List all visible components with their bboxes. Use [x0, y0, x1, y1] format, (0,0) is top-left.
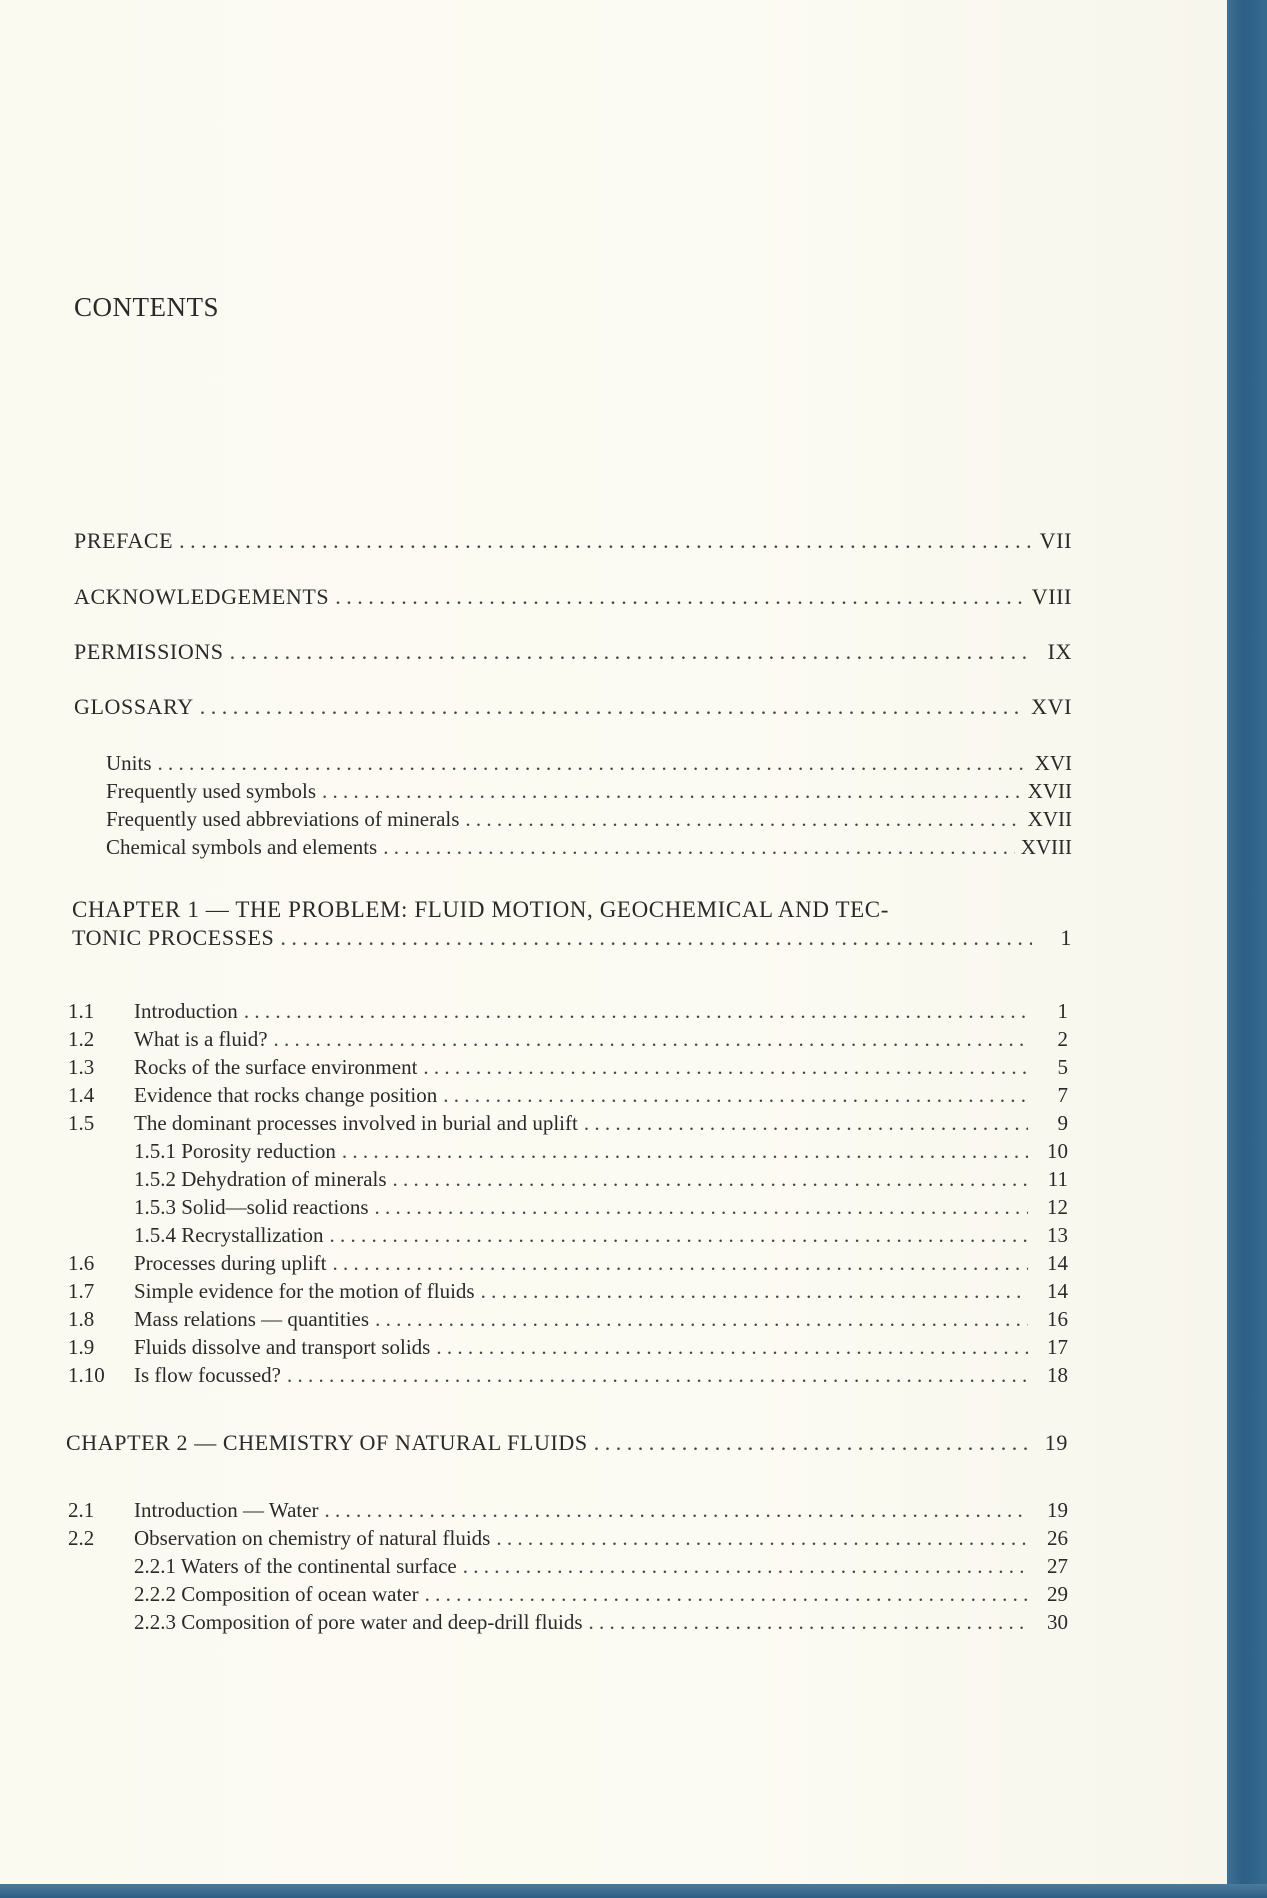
chapter-2-entry	[66, 1430, 1068, 1456]
section-title: The dominant processes involved in burial and uplift	[134, 1111, 578, 1135]
toc-entry-glossary	[74, 694, 1072, 720]
toc-entry-text: Units	[106, 751, 152, 775]
toc-section	[68, 1278, 1068, 1304]
toc-section	[68, 1497, 1068, 1523]
section-page: 5	[1057, 1055, 1068, 1079]
dot-leader	[465, 806, 1021, 832]
section-title: 2.2.3 Composition of pore water and deep-drill fluids	[134, 1610, 583, 1634]
dot-leader	[230, 639, 1032, 665]
section-title: Introduction	[134, 999, 238, 1023]
toc-entry-page: VII	[1039, 528, 1072, 553]
dot-leader	[335, 584, 1025, 610]
toc-section	[68, 1362, 1068, 1388]
section-title: Mass relations — quantities	[134, 1307, 370, 1331]
toc-entry-page: XVI	[1034, 751, 1072, 775]
dot-leader	[158, 750, 1029, 776]
toc-entry-page: 19	[1044, 1430, 1068, 1455]
dot-leader	[425, 1581, 1028, 1607]
toc-section	[68, 998, 1068, 1024]
toc-entry-acknowledgements	[74, 584, 1072, 610]
toc-entry-page: 1	[1060, 925, 1072, 950]
toc-entry-page: XVII	[1027, 779, 1072, 803]
dot-leader	[589, 1609, 1029, 1635]
toc-subsection	[68, 1138, 1068, 1164]
toc-subsection	[68, 1222, 1068, 1248]
dot-leader	[594, 1430, 1028, 1456]
section-page: 16	[1047, 1307, 1068, 1331]
section-page: 2	[1057, 1027, 1068, 1051]
toc-section	[68, 1054, 1068, 1080]
section-title: Introduction — Water	[134, 1498, 319, 1522]
dot-leader	[280, 925, 1032, 951]
toc-subsection	[68, 1194, 1068, 1220]
section-page: 30	[1047, 1610, 1068, 1634]
chapter-1-title-line-1: CHAPTER 1 — THE PROBLEM: FLUID MOTION, GEOCHEMICAL AND TEC-	[72, 897, 889, 922]
section-number: 1.8	[68, 1307, 95, 1331]
section-title: What is a fluid?	[134, 1027, 268, 1051]
section-page: 12	[1047, 1195, 1068, 1219]
section-number: 1.6	[68, 1251, 95, 1275]
dot-leader	[584, 1110, 1028, 1136]
section-page: 18	[1047, 1363, 1068, 1387]
toc-entry-text: GLOSSARY	[74, 694, 194, 719]
toc-entry-text: Chemical symbols and elements	[106, 835, 378, 859]
section-number: 1.2	[68, 1027, 95, 1051]
toc-subsection	[68, 1581, 1068, 1607]
dot-leader	[287, 1362, 1028, 1388]
section-title: 1.5.3 Solid—solid reactions	[134, 1195, 369, 1219]
toc-subsection	[68, 1166, 1068, 1192]
section-title: Is flow focussed?	[134, 1363, 281, 1387]
section-page: 14	[1047, 1279, 1068, 1303]
chapter-2-title: CHAPTER 2 — CHEMISTRY OF NATURAL FLUIDS	[66, 1430, 588, 1455]
section-title: 2.2.1 Waters of the continental surface	[134, 1554, 457, 1578]
section-title: 1.5.2 Dehydration of minerals	[134, 1167, 387, 1191]
toc-entry-text: Frequently used symbols	[106, 779, 316, 803]
dot-leader	[481, 1278, 1028, 1304]
toc-entry-mineral-abbreviations	[106, 806, 1072, 832]
dot-leader	[322, 778, 1022, 804]
toc-entry-permissions	[74, 639, 1072, 665]
section-page: 27	[1047, 1554, 1068, 1578]
section-page: 14	[1047, 1251, 1068, 1275]
dot-leader	[423, 1054, 1028, 1080]
section-title: Observation on chemistry of natural fluids	[134, 1526, 491, 1550]
section-title: 1.5.1 Porosity reduction	[134, 1139, 336, 1163]
toc-section	[68, 1082, 1068, 1108]
toc-subsection	[68, 1609, 1068, 1635]
dot-leader	[244, 998, 1028, 1024]
section-number: 1.7	[68, 1279, 95, 1303]
section-page: 26	[1047, 1526, 1068, 1550]
book-cover-bottom-edge	[0, 1884, 1267, 1898]
toc-entry-chemical-symbols	[106, 834, 1072, 860]
toc-section	[68, 1026, 1068, 1052]
toc-entry-page: IX	[1047, 639, 1072, 664]
toc-entry-page: VIII	[1031, 584, 1072, 609]
toc-entry-page: XVI	[1031, 694, 1072, 719]
section-title: 2.2.2 Composition of ocean water	[134, 1582, 419, 1606]
dot-leader	[179, 528, 1032, 554]
section-title: Simple evidence for the motion of fluids	[134, 1279, 475, 1303]
section-number: 2.2	[68, 1526, 95, 1550]
section-page: 10	[1047, 1139, 1068, 1163]
toc-section	[68, 1334, 1068, 1360]
dot-leader	[383, 834, 1014, 860]
section-title: 1.5.4 Recrystallization	[134, 1223, 324, 1247]
chapter-1-entry	[72, 925, 1072, 951]
section-page: 1	[1057, 999, 1068, 1023]
section-page: 13	[1047, 1223, 1068, 1247]
chapter-1-title-line-2: TONIC PROCESSES	[72, 925, 275, 950]
section-page: 19	[1047, 1498, 1068, 1522]
section-number: 1.9	[68, 1335, 95, 1359]
section-title: Fluids dissolve and transport solids	[134, 1335, 431, 1359]
dot-leader	[330, 1222, 1028, 1248]
dot-leader	[463, 1553, 1028, 1579]
section-number: 1.10	[68, 1363, 105, 1387]
toc-section	[68, 1110, 1068, 1136]
toc-entry-preface	[74, 528, 1072, 554]
section-page: 9	[1057, 1111, 1068, 1135]
book-cover-edge	[1227, 0, 1267, 1898]
section-title: Rocks of the surface environment	[134, 1055, 418, 1079]
dot-leader	[496, 1525, 1028, 1551]
dot-leader	[393, 1166, 1028, 1192]
toc-entry-page: XVII	[1027, 807, 1072, 831]
section-page: 17	[1047, 1335, 1068, 1359]
section-page: 7	[1057, 1083, 1068, 1107]
dot-leader	[436, 1334, 1028, 1360]
toc-subsection	[68, 1553, 1068, 1579]
dot-leader	[443, 1082, 1028, 1108]
toc-entry-text: ACKNOWLEDGEMENTS	[74, 584, 330, 609]
dot-leader	[375, 1194, 1029, 1220]
dot-leader	[342, 1138, 1028, 1164]
dot-leader	[332, 1250, 1028, 1276]
toc-entry-text: Frequently used abbreviations of minerals	[106, 807, 460, 831]
section-number: 2.1	[68, 1498, 95, 1522]
dot-leader	[375, 1306, 1028, 1332]
dot-leader	[274, 1026, 1028, 1052]
dot-leader	[325, 1497, 1028, 1523]
toc-entry-text: PREFACE	[74, 528, 174, 553]
section-number: 1.1	[68, 999, 95, 1023]
section-number: 1.4	[68, 1083, 95, 1107]
section-title: Processes during uplift	[134, 1251, 327, 1275]
toc-entry-units	[106, 750, 1072, 776]
toc-entry-symbols	[106, 778, 1072, 804]
section-title: Evidence that rocks change position	[134, 1083, 438, 1107]
section-number: 1.5	[68, 1111, 95, 1135]
toc-section	[68, 1525, 1068, 1551]
toc-entry-text: PERMISSIONS	[74, 639, 224, 664]
section-page: 11	[1047, 1167, 1068, 1191]
toc-section	[68, 1306, 1068, 1332]
toc-entry-page: XVIII	[1020, 835, 1072, 859]
toc-section	[68, 1250, 1068, 1276]
section-page: 29	[1047, 1582, 1068, 1606]
section-number: 1.3	[68, 1055, 95, 1079]
dot-leader	[200, 694, 1025, 720]
page-title: CONTENTS	[74, 292, 219, 322]
